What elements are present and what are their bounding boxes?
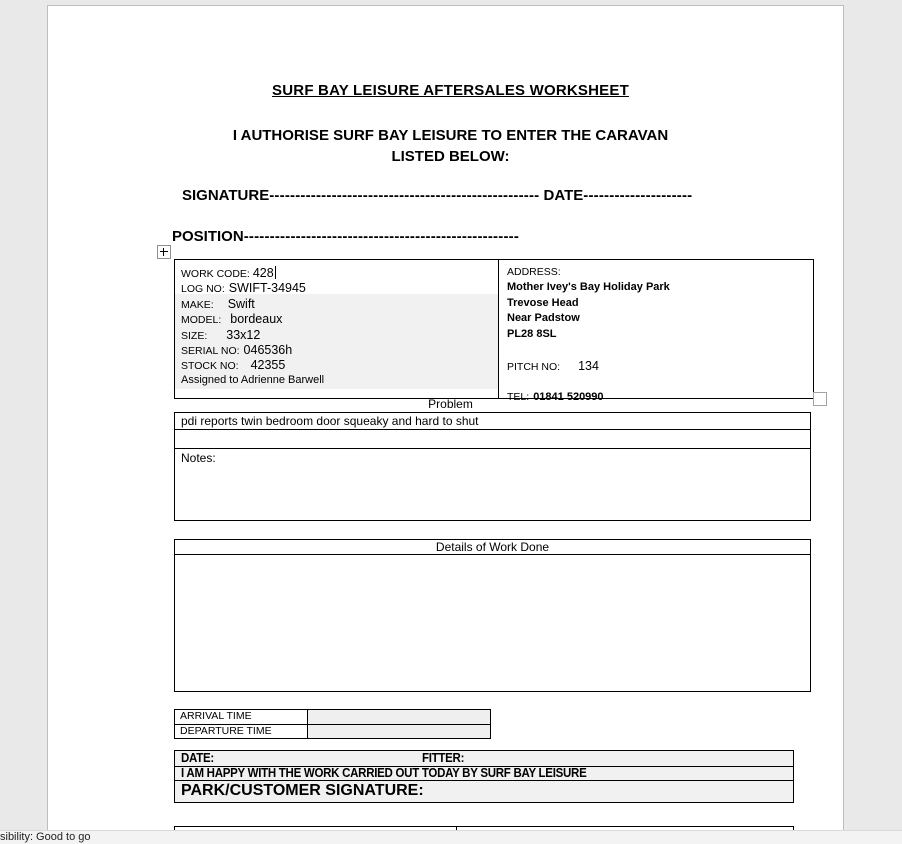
model-row bbox=[181, 311, 498, 326]
work-code-label: WORK CODE: bbox=[181, 268, 250, 280]
stock-no-value: 42355 bbox=[250, 358, 286, 373]
serial-no-value: 046536h bbox=[243, 342, 293, 357]
authorise-line-1: I AUTHORISE SURF BAY LEISURE TO ENTER THE CARAVAN bbox=[232, 127, 669, 144]
work-done-entry-cell[interactable] bbox=[175, 555, 810, 691]
arrival-time-value-cell[interactable] bbox=[308, 710, 490, 724]
authorise-line-2: LISTED BELOW: bbox=[391, 148, 510, 165]
signature-label: SIGNATURE bbox=[182, 187, 270, 204]
log-no-label: LOG NO: bbox=[181, 283, 225, 296]
times-table bbox=[174, 709, 491, 739]
size-row bbox=[181, 327, 498, 342]
problem-report-cell[interactable]: pdi reports twin bedroom door squeaky and hard to shut bbox=[175, 413, 810, 430]
work-done-table bbox=[174, 539, 811, 692]
address-cell[interactable] bbox=[499, 260, 813, 403]
document-page[interactable] bbox=[47, 5, 844, 844]
signoff-date-label: DATE: bbox=[181, 751, 214, 765]
arrival-time-row bbox=[175, 710, 490, 724]
move-cross-horizontal bbox=[160, 251, 168, 252]
happy-statement-row[interactable] bbox=[175, 767, 793, 781]
text-cursor bbox=[275, 266, 276, 279]
problem-table bbox=[174, 412, 811, 521]
log-no-value: SWIFT-34945 bbox=[228, 281, 306, 296]
make-label: MAKE: bbox=[181, 298, 214, 311]
happy-statement: I AM HAPPY WITH THE WORK CARRIED OUT TODAY BY SURF BAY LEISURE bbox=[181, 766, 587, 780]
serial-no-label: SERIAL NO: bbox=[181, 344, 240, 357]
size-label: SIZE: bbox=[181, 329, 208, 342]
signature-dash-rule: ---------------------------------------------------- bbox=[269, 187, 540, 204]
signoff-table bbox=[174, 750, 794, 803]
address-line-2: Trevose Head bbox=[507, 296, 579, 309]
signoff-fitter-label: FITTER: bbox=[422, 751, 465, 765]
model-value: bordeaux bbox=[230, 312, 283, 327]
model-label: MODEL: bbox=[181, 314, 222, 327]
move-cross-vertical bbox=[163, 248, 164, 256]
log-no-row bbox=[181, 280, 498, 295]
address-label: ADDRESS: bbox=[507, 266, 561, 278]
make-row bbox=[181, 296, 498, 311]
position-label: POSITION bbox=[172, 228, 244, 245]
caravan-info-cell[interactable] bbox=[175, 260, 499, 398]
authorise-text bbox=[152, 125, 749, 167]
address-line-1: Mother Ivey's Bay Holiday Park bbox=[507, 281, 670, 294]
work-code-value: 428 bbox=[252, 266, 274, 280]
size-value: 33x12 bbox=[226, 327, 261, 342]
document-title: SURF BAY LEISURE AFTERSALES WORKSHEET bbox=[272, 82, 629, 99]
arrival-time-label: ARRIVAL TIME bbox=[175, 710, 308, 724]
notes-cell[interactable]: Notes: bbox=[181, 451, 216, 465]
tel-label: TEL: bbox=[507, 391, 530, 403]
serial-no-row bbox=[181, 342, 498, 357]
position-line bbox=[172, 228, 519, 245]
pitch-no-label: PITCH NO: bbox=[507, 361, 561, 373]
park-customer-signature-row[interactable]: PARK/CUSTOMER SIGNATURE: bbox=[175, 781, 793, 802]
pitch-no-value: 134 bbox=[578, 359, 599, 373]
pitch-no-row bbox=[507, 357, 599, 375]
address-line-3: Near Padstow bbox=[507, 312, 580, 325]
date-label: DATE bbox=[539, 187, 584, 204]
caravan-details-table bbox=[174, 259, 814, 403]
work-done-heading: Details of Work Done bbox=[175, 540, 810, 555]
work-code-row bbox=[181, 265, 498, 280]
assigned-note: Assigned to Adrienne Barwell bbox=[181, 373, 325, 386]
stock-no-row bbox=[181, 357, 498, 372]
problem-empty-row[interactable] bbox=[175, 430, 810, 449]
stock-no-label: STOCK NO: bbox=[181, 360, 239, 373]
accessibility-status[interactable]: sibility: Good to go bbox=[0, 831, 91, 843]
table-resize-handle[interactable] bbox=[813, 392, 827, 406]
date-fitter-row[interactable] bbox=[175, 751, 793, 767]
problem-heading: Problem bbox=[428, 397, 473, 411]
departure-time-label: DEPARTURE TIME bbox=[175, 725, 308, 738]
date-dash-rule: --------------------- bbox=[583, 187, 693, 204]
address-line-4: PL28 8SL bbox=[507, 327, 557, 340]
signature-line bbox=[182, 187, 692, 204]
make-value: Swift bbox=[227, 296, 255, 311]
departure-time-row bbox=[175, 724, 490, 738]
table-move-handle-icon[interactable] bbox=[157, 245, 171, 259]
departure-time-value-cell[interactable] bbox=[308, 725, 490, 738]
tel-value: 01841 520990 bbox=[533, 391, 604, 403]
position-dash-rule: ----------------------------------------------------- bbox=[243, 228, 520, 245]
status-bar bbox=[0, 830, 902, 844]
